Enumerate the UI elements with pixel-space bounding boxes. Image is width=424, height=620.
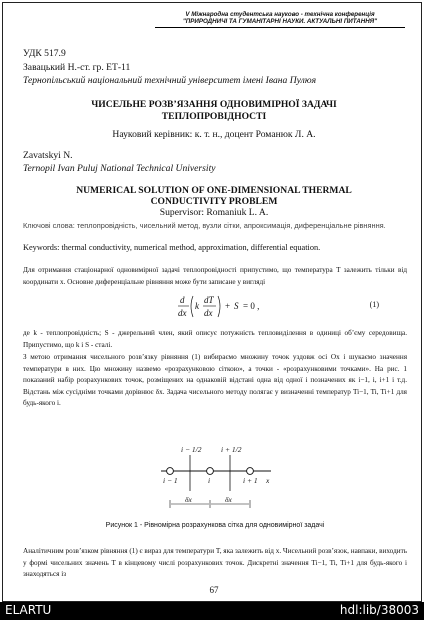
supervisor-en: Supervisor: Romaniuk L. A. [159, 207, 269, 218]
svg-text:dT: dT [204, 295, 214, 305]
grid-figure [159, 445, 309, 515]
conference-line-2: "ПРИРОДНИЧІ ТА ГУМАНІТАРНІ НАУКИ. АКТУАЛЬНІ ПИТАННЯ" [182, 18, 378, 25]
keywords-ua: Ключові слова: теплопровідність, чисельний метод, вузли сітки, апроксимація, диференціальне рівняння. [23, 221, 386, 230]
keywords-en: Keywords: thermal conductivity, numerical method, approximation, differential equation. [23, 243, 321, 252]
label-node-i-minus-1: i − 1 [163, 476, 178, 485]
footer-handle-link[interactable]: hdl:lib/38003 [339, 603, 419, 617]
node-i-minus-1 [167, 468, 174, 475]
paragraph-3: З метою отримання чисельного розв’язку рівняння (1) вибираємо множину точок уздовж осі Ox і шукаємо значення температури в них. Цю множину назвемо «розрахунковою сіткою», а точки - «розрахунковими точками». На рис. 1 показаний набір розрахункових точок, розміщених на однаковій відстані одна від одної і позначених як i−1, i, i+1 і т.д. Відстань між сусідніми точками дорівнює δx. Задача чисельного методу полягає у визначенні температур Ti−1, Ti, Ti+1 для будь-якого i. [23, 353, 407, 407]
svg-text:+: + [225, 301, 231, 311]
svg-text:d: d [180, 295, 185, 305]
paragraph-1: Для отримання стаціонарної одновимірної задачі теплопровідності припустимо, що температура T залежить тільки від координати x. Основне диференціальне рівняння може бути записане у вигляді [23, 266, 407, 286]
title-ua: ЧИСЕЛЬНЕ РОЗВ’ЯЗАННЯ ОДНОВИМІРНОЇ ЗАДАЧІ ТЕПЛОПРОВІДНОСТІ [91, 99, 337, 122]
paper-page [9, 7, 419, 601]
svg-text:k: k [195, 301, 199, 311]
label-i-minus-half: i − 1/2 [181, 445, 202, 454]
equation-1 [177, 292, 397, 322]
label-i-plus-half: i + 1/2 [221, 445, 242, 454]
supervisor-ua: Науковий керівник: к. т. н., доцент Романюк Л. А. [112, 129, 316, 140]
footer-bar [0, 602, 424, 620]
university-ua: Тернопільський національний технічний університет імені Івана Пулюя [23, 75, 317, 86]
node-i [207, 468, 214, 475]
grid-diagram [159, 445, 309, 515]
author-en: Zavatskyi N. [23, 150, 73, 161]
paragraph-4: Аналітичним розв’язком рівняння (1) є вираз для температури T, яка залежить від x. Чисельний розв’язок, навпаки, виходить у формі чисельних значень T в кінцевому числі розрахункових точок. Дискретні значення Ti−1, Ti, Ti+1 для будь-якого i знаходяться із [23, 547, 407, 578]
paragraph-2: де k - теплопровідність; S - джерельний член, який описує потужність тепловиділення в одиниці об’єму середовища. Припустимо, що k і S - сталі. [23, 329, 407, 349]
equation-graphic [177, 292, 327, 322]
label-dx-left: δx [185, 495, 192, 504]
university-en: Ternopil Ivan Puluj National Technical University [23, 163, 216, 174]
svg-text:= 0 ,: = 0 , [243, 301, 260, 311]
svg-text:S: S [234, 301, 239, 311]
label-node-i: i [208, 476, 211, 485]
page-number: 67 [209, 585, 219, 595]
author-ua: Завацький Н.-ст. гр. ЕТ-11 [23, 62, 131, 73]
figure-caption: Рисунок 1 - Рівномірна розрахункова сітка для одновимірної задачі [105, 522, 325, 529]
node-i-plus-1 [247, 468, 254, 475]
svg-text:dx: dx [178, 308, 187, 318]
title-en: NUMERICAL SOLUTION OF ONE-DIMENSIONAL THERMAL CONDUCTIVITY PROBLEM [76, 185, 352, 207]
conference-line-1: V Міжнародна студентська науково - технічна конференція [185, 11, 375, 18]
page-frame [2, 2, 422, 602]
udk-code: УДК 517.9 [23, 48, 66, 59]
footer-left-label: ELARTU [5, 603, 52, 617]
svg-text:dx: dx [204, 308, 213, 318]
label-axis-x: x [266, 476, 270, 485]
equation-number: (1) [369, 300, 379, 309]
conference-header [155, 11, 405, 28]
label-node-i-plus-1: i + 1 [243, 476, 258, 485]
label-dx-right: δx [225, 495, 232, 504]
